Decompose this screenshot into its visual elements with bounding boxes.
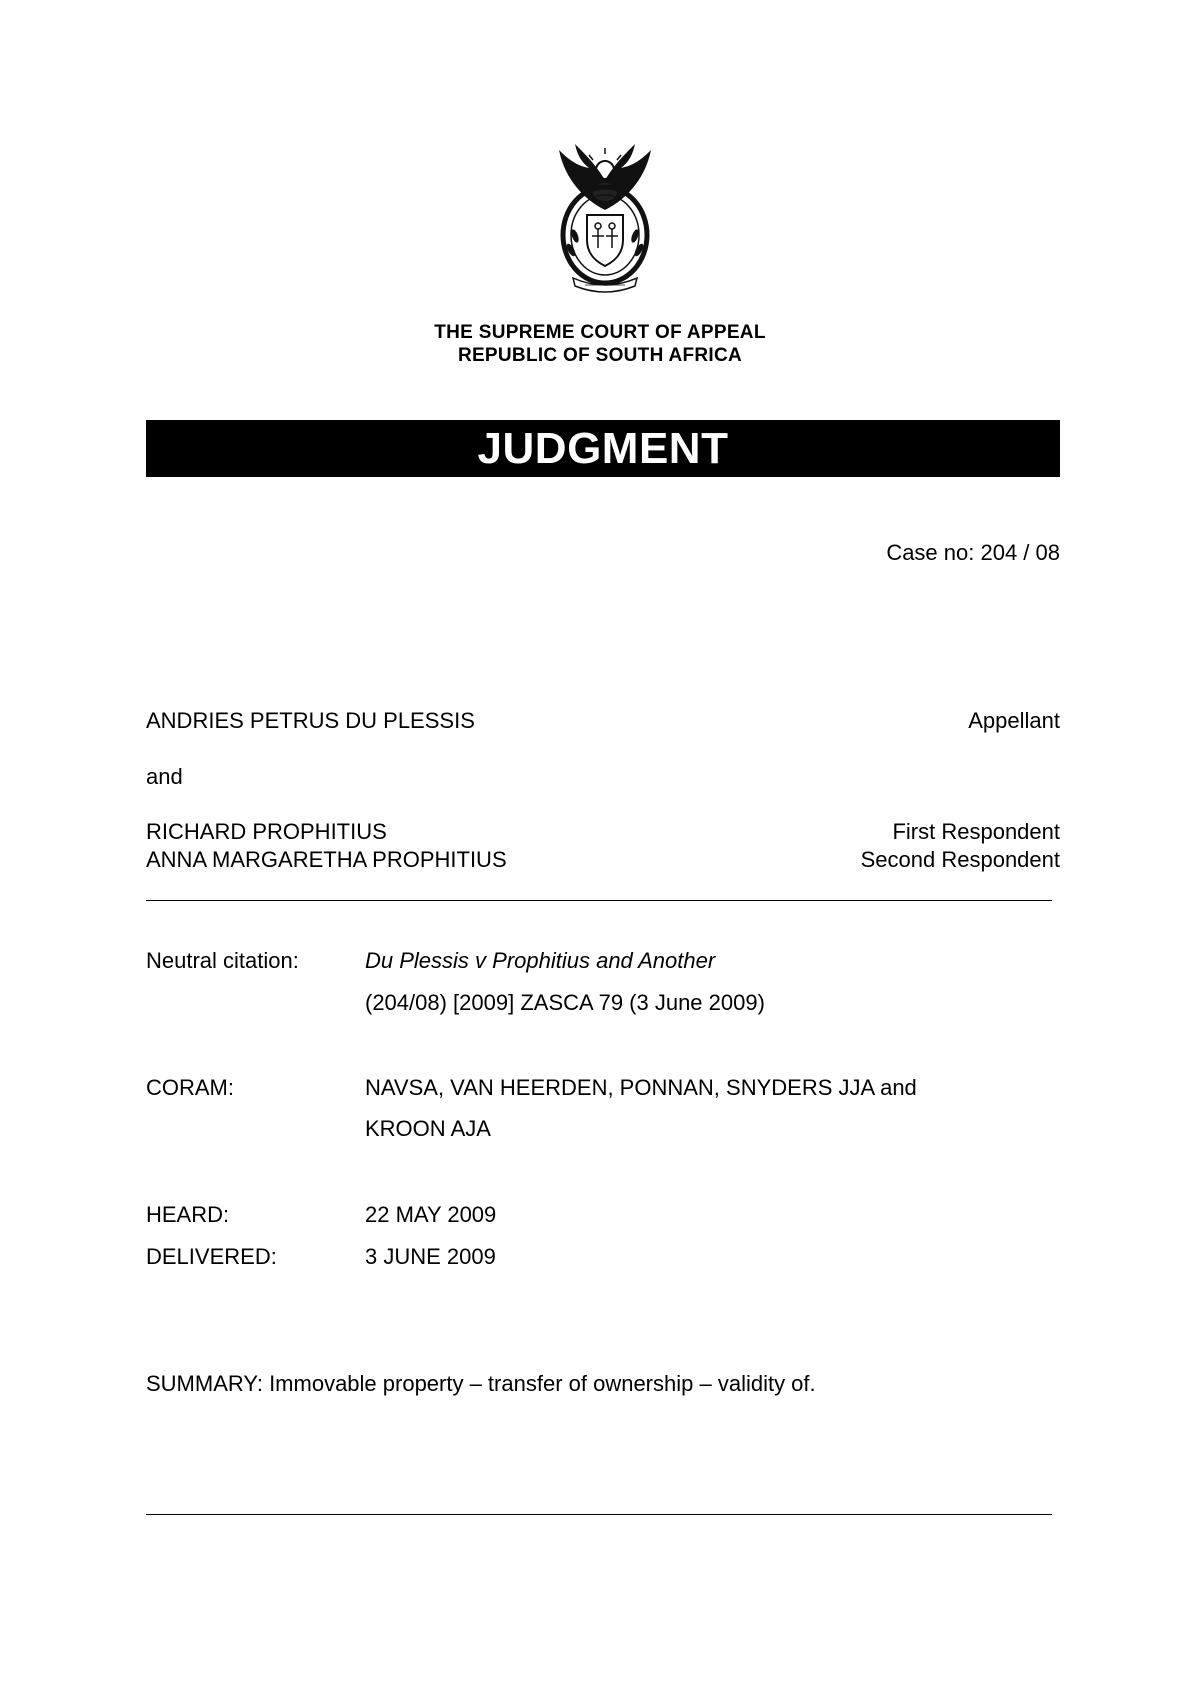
coat-of-arms-icon	[545, 140, 665, 295]
citation-reference: (204/08) [2009] ZASCA 79 (3 June 2009)	[365, 990, 765, 1015]
coram-judges-line1: NAVSA, VAN HEERDEN, PONNAN, SNYDERS JJA and	[365, 1075, 917, 1100]
summary-text: SUMMARY: Immovable property – transfer of ownership – validity of.	[146, 1371, 816, 1396]
heard-date: 22 MAY 2009	[365, 1202, 497, 1227]
party-conjunction: and	[146, 764, 183, 789]
appellant-role: Appellant	[968, 708, 1060, 733]
coram-judges-line2: KROON AJA	[365, 1116, 491, 1141]
coram-label: CORAM:	[146, 1075, 234, 1100]
heard-label: HEARD:	[146, 1202, 230, 1227]
appellant-name: ANDRIES PETRUS DU PLESSIS	[146, 708, 475, 733]
country-name: REPUBLIC OF SOUTH AFRICA	[457, 345, 743, 366]
second-respondent-name: ANNA MARGARETHA PROPHITIUS	[146, 847, 507, 872]
judgment-banner: JUDGMENT	[146, 420, 1060, 477]
delivered-label: DELIVERED:	[146, 1244, 277, 1269]
first-respondent-name: RICHARD PROPHITIUS	[146, 819, 387, 844]
citation-label: Neutral citation:	[146, 948, 299, 973]
case-number: Case no: 204 / 08	[886, 540, 1060, 565]
second-respondent-role: Second Respondent	[860, 847, 1060, 872]
horizontal-rule	[146, 900, 1052, 901]
court-name: THE SUPREME COURT OF APPEAL	[434, 322, 766, 343]
citation-case-name: Du Plessis v Prophitius and Another	[365, 948, 716, 973]
first-respondent-role: First Respondent	[892, 819, 1060, 844]
horizontal-rule	[146, 1514, 1052, 1515]
delivered-date: 3 JUNE 2009	[365, 1244, 496, 1269]
